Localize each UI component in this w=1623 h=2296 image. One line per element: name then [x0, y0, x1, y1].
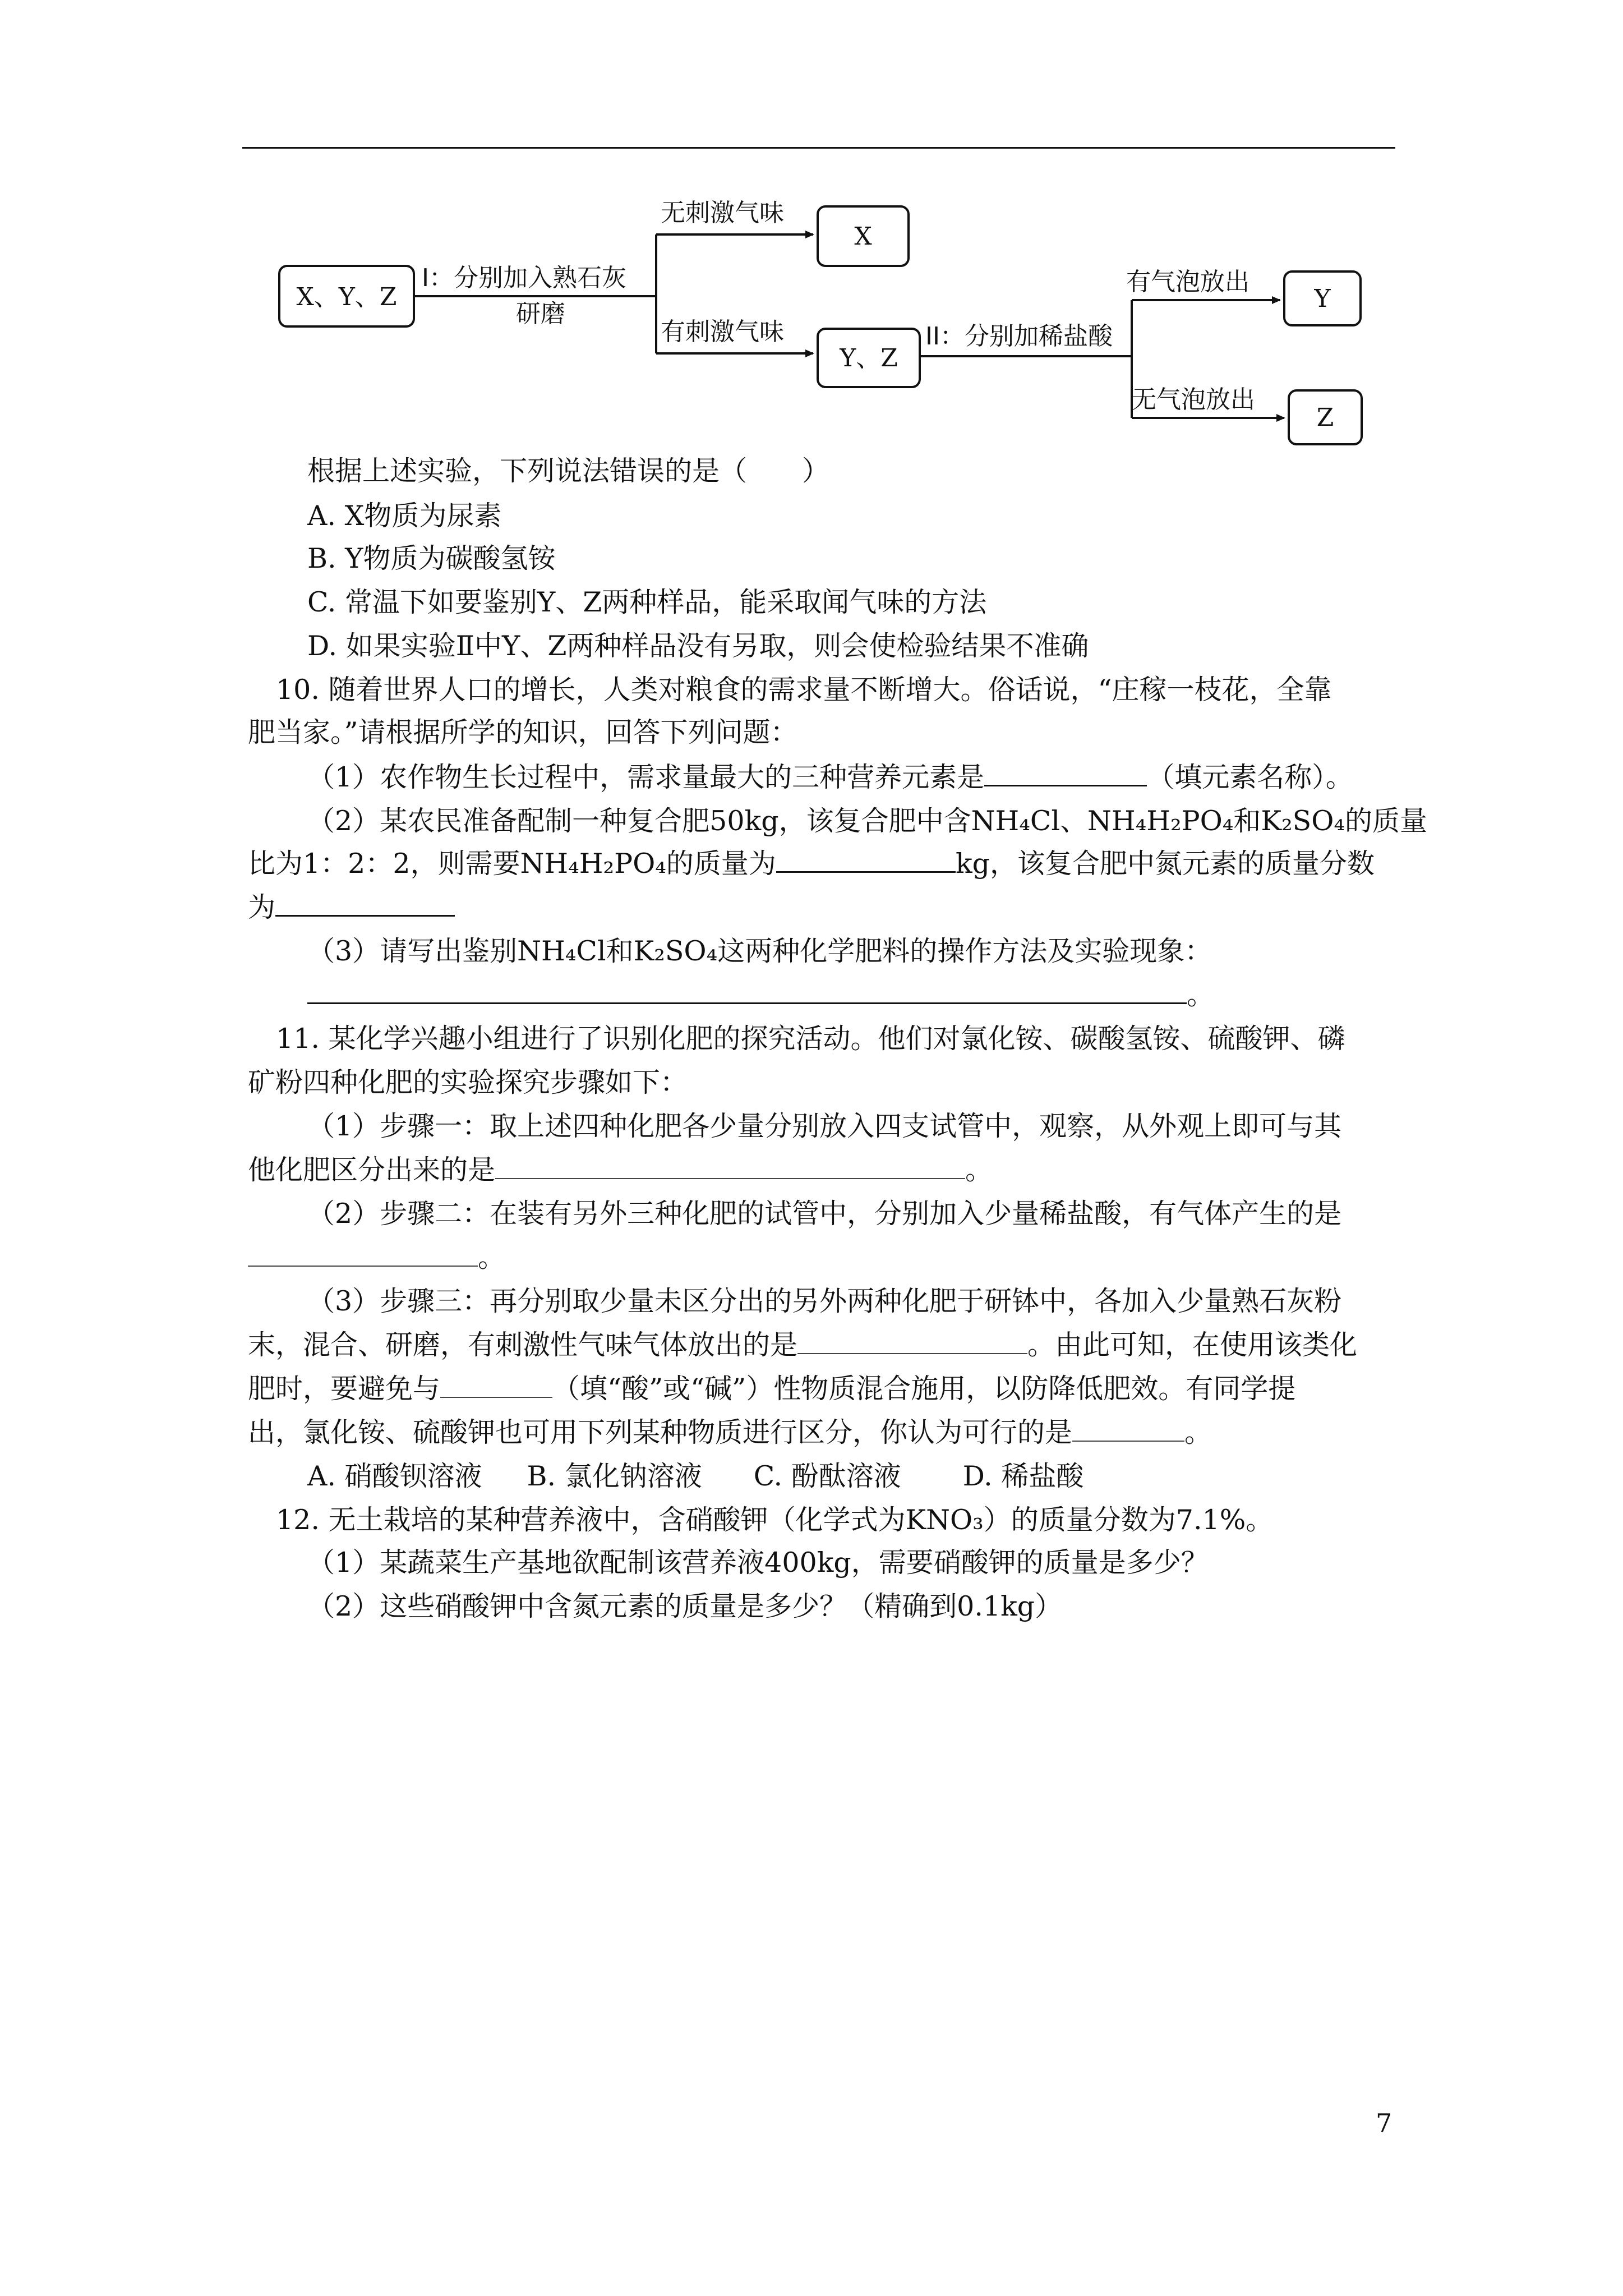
q11-intro-line2: 矿粉四种化肥的实验探究步骤如下：: [248, 1066, 688, 1098]
q10-part3-end: 。: [1187, 979, 1215, 1011]
q11-intro-line1: 11. 某化学兴趣小组进行了识别化肥的探究活动。他们对氯化铵、碳酸氢铵、硫酸钾、磷: [276, 1023, 1345, 1055]
q10-part2-line1: （2）某农民准备配制一种复合肥50kg，该复合肥中含NH₄Cl、NH₄H₂PO₄和K₂SO₄的质量: [307, 805, 1428, 837]
q9-option-c: C. 常温下如要鉴别Y、Z两种样品，能采取闻气味的方法: [307, 586, 987, 618]
q10-part3-line2: [307, 978, 1214, 1012]
q11-option-c: C. 酚酞溶液: [753, 1460, 901, 1492]
q11-step2-line1: （2）步骤二：在装有另外三种化肥的试管中，分别加入少量稀盐酸，有气体产生的是: [307, 1198, 1342, 1230]
q11-step3-line4: [248, 1416, 1212, 1450]
node-yz-label: Y、Z: [840, 344, 898, 372]
q11-step1-blank[interactable]: [495, 1156, 965, 1179]
q10-part2-fraction-blank[interactable]: [275, 892, 455, 917]
q11-step1-line1: （1）步骤一：取上述四种化肥各少量分别放入四支试管中，观察，从外观上即可与其: [307, 1110, 1342, 1142]
q9-stem: 根据上述实验，下列说法错误的是（ ）: [307, 455, 830, 487]
q10-part2-mass-blank[interactable]: [776, 849, 956, 873]
q11-step2-line2: [248, 1241, 505, 1274]
q11-step2-end: 。: [478, 1241, 506, 1273]
q11-step3-line1: （3）步骤三：再分别取少量未区分出的另外两种化肥于研钵中，各加入少量熟石灰粉: [307, 1285, 1342, 1317]
q12-part1: （1）某蔬菜生产基地欲配制该营养液400kg，需要硝酸钾的质量是多少？: [307, 1547, 1209, 1579]
node-z-label: Z: [1316, 403, 1334, 432]
q11-step3-line2-suffix: 。由此可知，在使用该类化: [1027, 1329, 1358, 1361]
q10-intro-line1: 10. 随着世界人口的增长，人类对粮食的需求量不断增大。俗话说，“庄稼一枝花，全靠: [276, 674, 1332, 706]
q11-step1-end: 。: [965, 1154, 993, 1186]
q10-intro-line2: 肥当家。”请根据所学的知识，回答下列问题：: [248, 716, 798, 748]
q10-part2-prompt: 比为1：2：2，则需要NH₄H₂PO₄的质量为: [248, 848, 776, 880]
q10-part1-blank[interactable]: [984, 762, 1147, 786]
q11-step1-prompt: 他化肥区分出来的是: [248, 1154, 496, 1186]
branch-smell-label: 有刺激气味: [661, 318, 784, 346]
node-y-label: Y: [1314, 284, 1331, 313]
q10-part3-line1: （3）请写出鉴别NH₄Cl和K₂SO₄这两种化学肥料的操作方法及实验现象：: [307, 935, 1212, 967]
q11-step3-gas-blank[interactable]: [797, 1331, 1027, 1354]
q9-option-d: D. 如果实验Ⅱ中Y、Z两种样品没有另取，则会使检验结果不准确: [307, 630, 1089, 662]
step1-label-line1: I：分别加入熟石灰: [422, 264, 626, 292]
branch-no-bubbles-label: 无气泡放出: [1132, 385, 1255, 414]
q11-step3-reagent-blank[interactable]: [1072, 1418, 1184, 1442]
q11-step3-line3: [248, 1372, 1295, 1406]
q12-part2: （2）这些硝酸钾中含氮元素的质量是多少？（精确到0.1kg）: [307, 1590, 1063, 1622]
q11-step3-line4-prompt: 出，氯化铵、硫酸钾也可用下列某种物质进行区分，你认为可行的是: [248, 1416, 1073, 1448]
q11-step3-line3-prompt: 肥时，要避免与: [248, 1373, 441, 1405]
q11-option-d: D. 稀盐酸: [962, 1460, 1084, 1492]
q11-step3-line3-suffix: （填“酸”或“碱”）性物质混合施用，以防降低肥效。有同学提: [552, 1373, 1296, 1405]
q11-option-a: A. 硝酸钡溶液: [307, 1460, 482, 1492]
q11-step2-blank[interactable]: [248, 1243, 478, 1267]
q11-step3-acid-base-blank[interactable]: [440, 1374, 552, 1398]
identification-flowchart: [0, 0, 1623, 460]
q9-option-a: A. X物质为尿素: [307, 500, 502, 532]
q11-step3-line4-end: 。: [1184, 1416, 1212, 1448]
q11-options: [307, 1460, 1083, 1493]
step1-label-line2: 研磨: [516, 300, 565, 328]
branch-bubbles-label: 有气泡放出: [1126, 268, 1249, 296]
start-label: X、Y、Z: [296, 283, 397, 311]
branch-no-smell-label: 无刺激气味: [661, 199, 784, 227]
step2-label: II：分别加稀盐酸: [925, 322, 1113, 351]
q10-part1-suffix: （填元素名称）。: [1147, 761, 1353, 793]
q10-part1-prompt: （1）农作物生长过程中，需求量最大的三种营养元素是: [307, 761, 985, 793]
q10-part2-line3: [248, 891, 455, 924]
q10-part2-line3-prefix: 为: [248, 891, 276, 923]
q10-part2-line2: [248, 847, 1375, 881]
q12-intro: 12. 无土栽培的某种营养液中，含硝酸钾（化学式为KNO₃）的质量分数为7.1%。: [276, 1504, 1274, 1536]
q11-step1-line2: [248, 1153, 993, 1187]
q9-option-b: B. Y物质为碳酸氢铵: [307, 542, 556, 574]
q10-part1: [307, 761, 1353, 794]
q11-step3-line2: [248, 1328, 1357, 1362]
node-x-label: X: [854, 222, 872, 251]
q11-option-b: B. 氯化钠溶液: [527, 1460, 702, 1492]
q10-part2-suffix: kg，该复合肥中氮元素的质量分数: [955, 848, 1375, 880]
page-number: 7: [1376, 2108, 1393, 2138]
q10-part3-blank[interactable]: [307, 980, 1187, 1004]
q11-step3-prompt: 末，混合、研磨，有刺激性气味气体放出的是: [248, 1329, 798, 1361]
